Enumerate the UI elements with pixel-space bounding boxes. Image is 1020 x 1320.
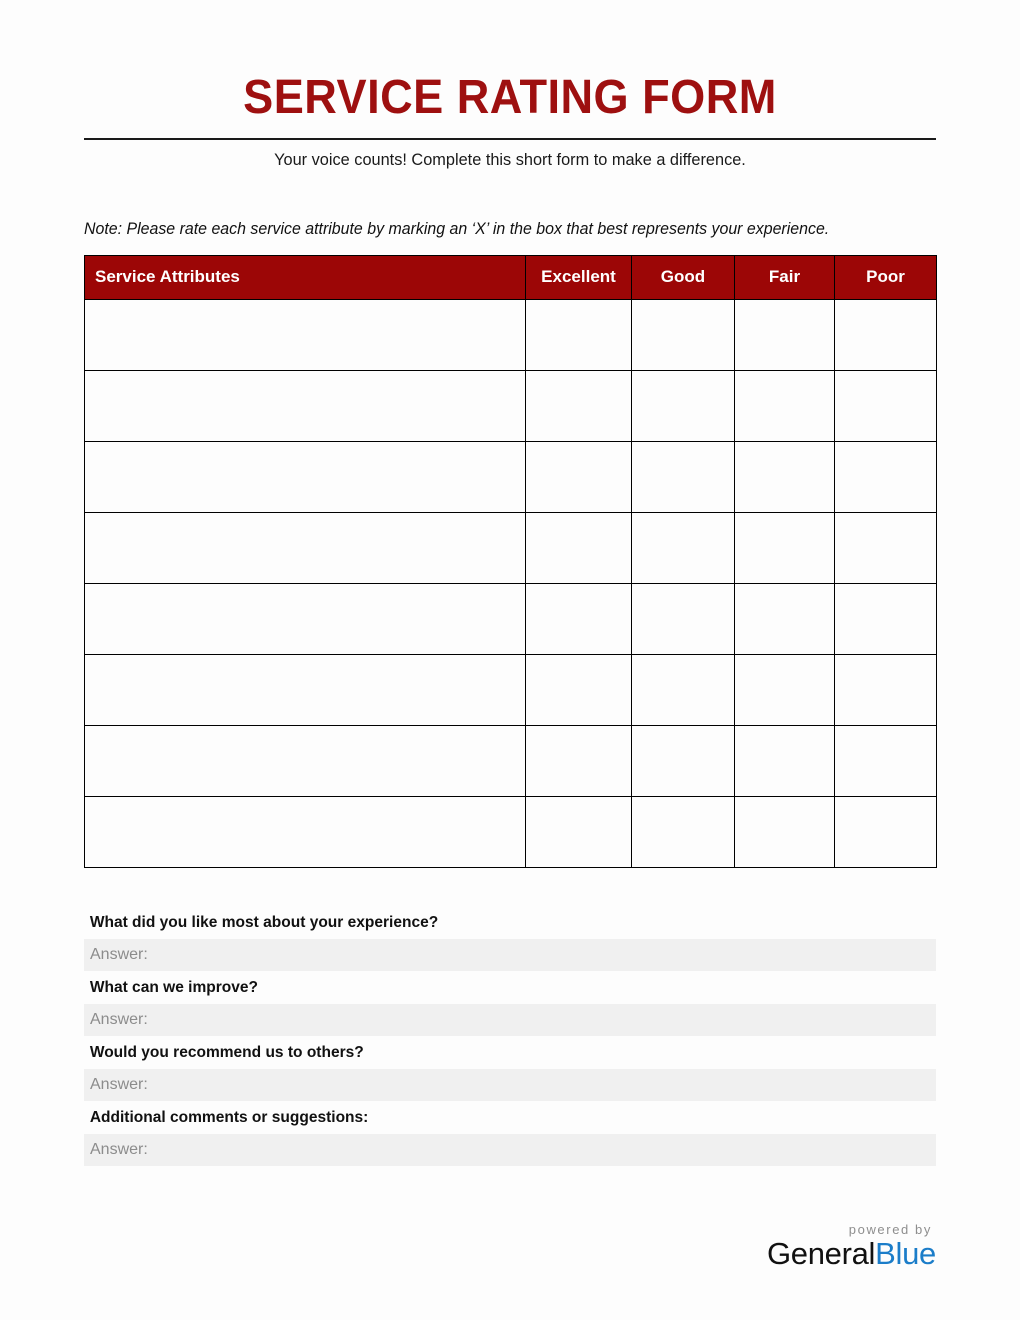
- rating-cell-good[interactable]: [632, 796, 735, 867]
- attribute-cell[interactable]: [85, 583, 526, 654]
- rating-cell-good[interactable]: [632, 654, 735, 725]
- answer-input-liked-most[interactable]: Answer:: [84, 939, 936, 971]
- column-header-excellent: Excellent: [526, 255, 632, 299]
- table-row: [85, 583, 937, 654]
- table-row: [85, 654, 937, 725]
- rating-cell-good[interactable]: [632, 441, 735, 512]
- table-row: [85, 796, 937, 867]
- powered-by-label: powered by: [848, 1222, 932, 1238]
- rating-cell-fair[interactable]: [735, 654, 835, 725]
- logo-text-blue: Blue: [875, 1236, 936, 1272]
- rating-cell-excellent[interactable]: [526, 299, 632, 370]
- attribute-cell[interactable]: [85, 441, 526, 512]
- question-label-liked-most: What did you like most about your experience?: [89, 913, 439, 931]
- attribute-cell[interactable]: [85, 370, 526, 441]
- attribute-cell[interactable]: [85, 654, 526, 725]
- logo-text-general: General: [766, 1236, 876, 1272]
- table-row: [85, 370, 937, 441]
- answer-input-additional-comments[interactable]: Answer:: [84, 1134, 936, 1166]
- rating-cell-excellent[interactable]: [526, 441, 632, 512]
- table-row: [85, 441, 937, 512]
- rating-cell-excellent[interactable]: [526, 583, 632, 654]
- question-label-additional-comments: Additional comments or suggestions:: [89, 1108, 369, 1126]
- rating-cell-poor[interactable]: [835, 796, 937, 867]
- table-header-row: [85, 255, 937, 299]
- rating-cell-good[interactable]: [632, 512, 735, 583]
- rating-cell-excellent[interactable]: [526, 796, 632, 867]
- question-label-recommend: Would you recommend us to others?: [89, 1043, 364, 1061]
- page-subtitle: Your voice counts! Complete this short form to make a difference.: [274, 149, 746, 169]
- footer-branding: [767, 1222, 936, 1272]
- page-title: SERVICE RATING FORM: [243, 71, 777, 124]
- service-rating-table: [84, 255, 937, 868]
- rating-cell-good[interactable]: [632, 725, 735, 796]
- attribute-cell[interactable]: [85, 512, 526, 583]
- rating-cell-fair[interactable]: [735, 796, 835, 867]
- rating-cell-fair[interactable]: [735, 583, 835, 654]
- generalblue-logo: [767, 1237, 936, 1272]
- column-header-service-attributes: Service Attributes: [85, 255, 526, 299]
- question-label-improve: What can we improve?: [89, 978, 258, 996]
- rating-cell-poor[interactable]: [835, 583, 937, 654]
- rating-table-header: [85, 255, 937, 299]
- rating-cell-fair[interactable]: [735, 441, 835, 512]
- rating-cell-poor[interactable]: [835, 725, 937, 796]
- rating-cell-excellent[interactable]: [526, 370, 632, 441]
- rating-cell-poor[interactable]: [835, 654, 937, 725]
- instructions-note: Note: Please rate each service attribute by marking an ‘X’ in the box that best represents your experience.: [84, 219, 830, 238]
- attribute-cell[interactable]: [85, 725, 526, 796]
- rating-table-body: [85, 299, 937, 867]
- rating-cell-poor[interactable]: [835, 441, 937, 512]
- rating-cell-poor[interactable]: [835, 370, 937, 441]
- attribute-cell[interactable]: [85, 796, 526, 867]
- answer-input-improve[interactable]: Answer:: [84, 1004, 936, 1036]
- column-header-poor: Poor: [835, 255, 937, 299]
- rating-cell-excellent[interactable]: [526, 654, 632, 725]
- rating-cell-good[interactable]: [632, 583, 735, 654]
- rating-cell-poor[interactable]: [835, 512, 937, 583]
- table-row: [85, 725, 937, 796]
- rating-cell-fair[interactable]: [735, 725, 835, 796]
- rating-cell-fair[interactable]: [735, 512, 835, 583]
- column-header-fair: Fair: [735, 255, 835, 299]
- open-questions-section: [84, 906, 936, 1166]
- rating-cell-good[interactable]: [632, 299, 735, 370]
- rating-cell-excellent[interactable]: [526, 725, 632, 796]
- rating-cell-good[interactable]: [632, 370, 735, 441]
- rating-cell-poor[interactable]: [835, 299, 937, 370]
- column-header-good: Good: [632, 255, 735, 299]
- rating-cell-fair[interactable]: [735, 299, 835, 370]
- table-row: [85, 512, 937, 583]
- answer-input-recommend[interactable]: Answer:: [84, 1069, 936, 1101]
- table-row: [85, 299, 937, 370]
- rating-cell-excellent[interactable]: [526, 512, 632, 583]
- attribute-cell[interactable]: [85, 299, 526, 370]
- rating-cell-fair[interactable]: [735, 370, 835, 441]
